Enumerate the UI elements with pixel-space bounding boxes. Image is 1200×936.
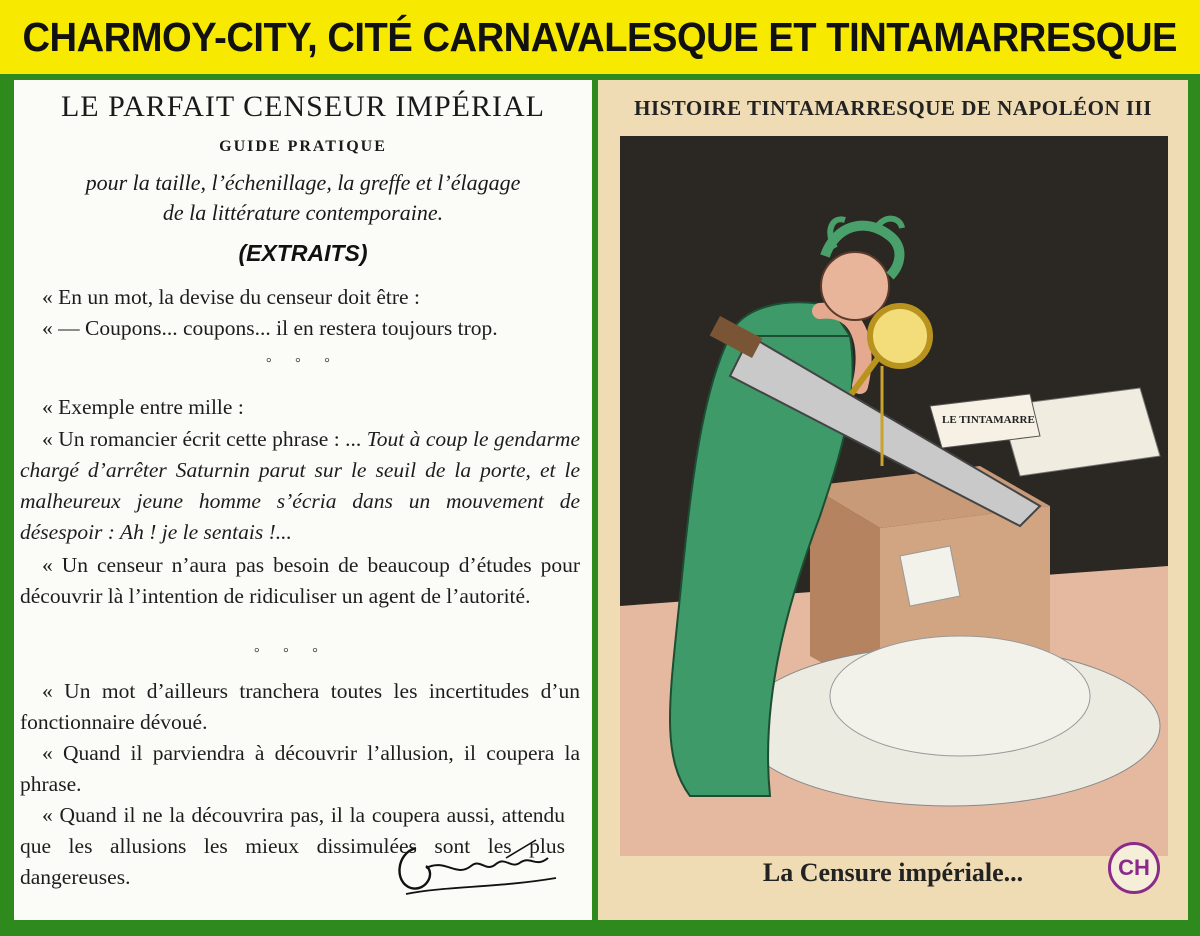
caricature-caption: La Censure impériale... (762, 858, 1024, 887)
paragraph-1-line-2: « — Coupons... coupons... il en restera toujours trop. (42, 316, 498, 340)
paragraph-6 (20, 738, 580, 800)
paragraph-5 (20, 676, 580, 738)
description-line-2: de la littérature contemporaine. (162, 200, 444, 225)
magnifying-glass (870, 306, 930, 366)
banner-title: CHARMOY-CITY, CITÉ CARNAVALESQUE ET TINTAMARRESQUE (22, 13, 1178, 60)
paragraph-3-quote: Tout à coup le gendarme chargé d’arrêter Saturnin parut sur le seuil de la porte, et le malheureux jeune homme s’écria dans un mouvement de désespoir : Ah ! je le sentais !... (20, 427, 580, 544)
paragraph-4 (20, 550, 580, 612)
document-panel (14, 80, 592, 920)
description-line-1: pour la taille, l’échenillage, la greffe et l’élagage (85, 170, 521, 195)
banner (0, 0, 1200, 74)
handwritten-signature (386, 828, 566, 908)
paragraph-1 (20, 282, 592, 344)
ch-logo: CH (1108, 842, 1160, 894)
paragraph-7-text: « Quand il ne la découvrira pas, il la coupera aussi, attendu que les allusions les mieux dissimulées sont les plus dangereuses. (20, 803, 565, 889)
stars-separator-2: ° ° ° (254, 646, 328, 661)
caricature-title: HISTOIRE TINTAMARRESQUE DE NAPOLÉON III (634, 96, 1152, 120)
caricature-panel (598, 80, 1188, 920)
document-description (14, 168, 592, 228)
paragraph-4-text: « Un censeur n’aura pas besoin de beaucoup d’études pour découvrir là l’intention de ridiculiser un agent de l’autorité. (20, 553, 580, 608)
document-subtitle: GUIDE PRATIQUE (219, 138, 387, 155)
stars-separator-1: ° ° ° (266, 356, 340, 371)
paragraph-2: « Exemple entre mille : (42, 395, 244, 419)
newspaper-label: LE TINTAMARRE (942, 414, 1035, 426)
paragraph-1-line-1: « En un mot, la devise du censeur doit être : (42, 285, 420, 309)
paragraph-3 (20, 424, 580, 548)
extraits-label: (EXTRAITS) (238, 240, 368, 266)
paragraph-3-prefix: « Un romancier écrit cette phrase : ... (42, 427, 362, 451)
censure-head (821, 252, 889, 320)
document-title: LE PARFAIT CENSEUR IMPÉRIAL (60, 90, 545, 123)
censure-illustration (620, 136, 1168, 856)
paragraph-6-text: « Quand il parviendra à découvrir l’allusion, il coupera la phrase. (20, 741, 580, 796)
paragraph-5-text: « Un mot d’ailleurs tranchera toutes les incertitudes d’un fonctionnaire dévoué. (20, 679, 580, 734)
